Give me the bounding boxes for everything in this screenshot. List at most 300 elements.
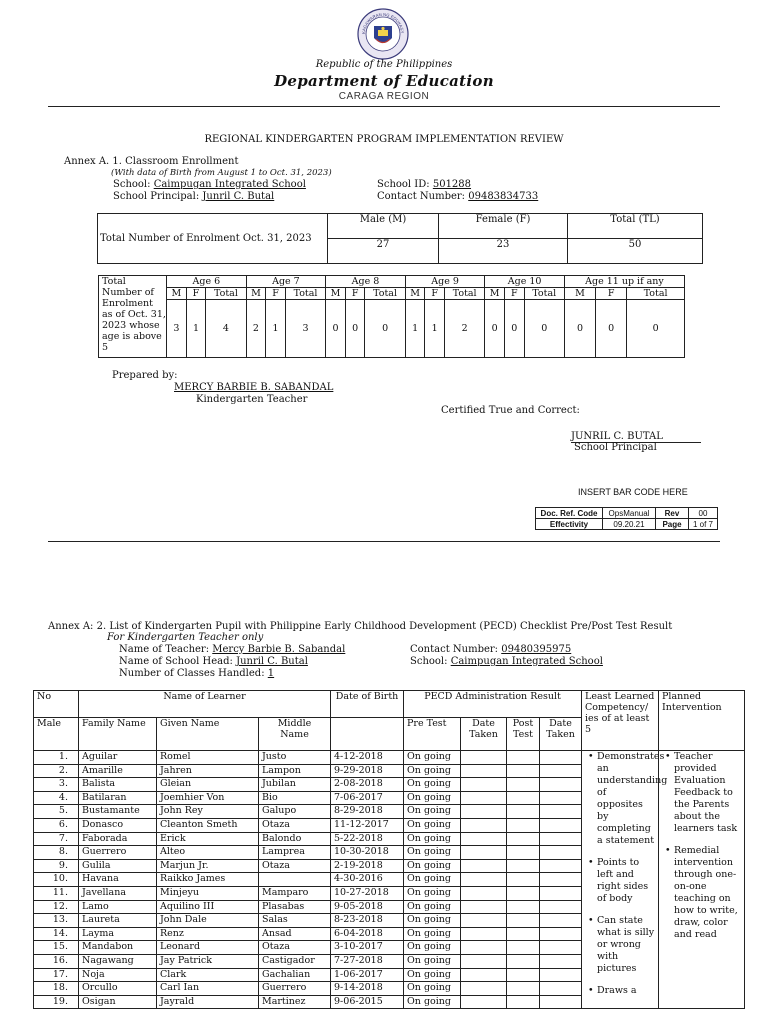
row-pre-test: On going bbox=[404, 886, 461, 900]
row-date-taken bbox=[461, 751, 507, 765]
least-competency-cell bbox=[582, 751, 668, 1009]
m-header: M bbox=[564, 288, 595, 300]
row-given-name: Leonard bbox=[157, 941, 259, 955]
row-pre-test: On going bbox=[404, 818, 461, 832]
row-date-taken bbox=[461, 764, 507, 778]
row-family-name: Orcullo bbox=[79, 982, 157, 996]
row-dob: 6-04-2018 bbox=[331, 927, 404, 941]
female-header: Female (F) bbox=[439, 214, 568, 239]
age8-f: 0 bbox=[345, 300, 365, 358]
school-label: School: bbox=[113, 179, 151, 190]
row-post-test bbox=[507, 954, 540, 968]
row-given-name: Minjeyu bbox=[157, 886, 259, 900]
row-middle-name: Plasabas bbox=[259, 900, 331, 914]
row-date-taken bbox=[461, 995, 507, 1009]
annex1-note: (With data of Birth from August 1 to Oct. 31, 2023) bbox=[111, 168, 332, 178]
row-date-taken bbox=[461, 968, 507, 982]
col-name: Name of Learner bbox=[79, 691, 331, 718]
row-date-taken-2 bbox=[540, 982, 582, 996]
contact-line bbox=[377, 191, 538, 202]
row-post-test bbox=[507, 805, 540, 819]
row-given-name: Renz bbox=[157, 927, 259, 941]
row-middle-name: Ansad bbox=[259, 927, 331, 941]
m-header: M bbox=[326, 288, 346, 300]
row-post-test bbox=[507, 927, 540, 941]
preparer-name: MERCY BARBIE B. SABANDAL bbox=[174, 382, 334, 393]
male-header: Male (M) bbox=[328, 214, 439, 239]
age8-m: 0 bbox=[326, 300, 346, 358]
row-given-name: Clark bbox=[157, 968, 259, 982]
row-dob: 9-05-2018 bbox=[331, 900, 404, 914]
row-date-taken-2 bbox=[540, 818, 582, 832]
row-pre-test: On going bbox=[404, 927, 461, 941]
total-header: Total bbox=[365, 288, 405, 300]
col-dob: Date of Birth bbox=[331, 691, 404, 718]
row-post-test bbox=[507, 764, 540, 778]
header-divider bbox=[48, 106, 720, 107]
row-pre-test: On going bbox=[404, 914, 461, 928]
row-middle-name: Otaza bbox=[259, 818, 331, 832]
row-given-name: Erick bbox=[157, 832, 259, 846]
annex1-heading: Annex A. 1. Classroom Enrollment bbox=[64, 156, 239, 167]
row-date-taken-2 bbox=[540, 941, 582, 955]
certifier-name: JUNRIL C. BUTAL bbox=[571, 431, 701, 443]
age9-total: 2 bbox=[445, 300, 485, 358]
row-date-taken-2 bbox=[540, 846, 582, 860]
col-no: No bbox=[34, 691, 79, 718]
row-family-name: Guerrero bbox=[79, 846, 157, 860]
row-dob: 2-19-2018 bbox=[331, 859, 404, 873]
classes-label: Number of Classes Handled: bbox=[119, 668, 265, 679]
age-group-header: Age 6 bbox=[167, 276, 247, 288]
row-middle-name: Balondo bbox=[259, 832, 331, 846]
f-header: F bbox=[186, 288, 206, 300]
row-middle-name: Gachalian bbox=[259, 968, 331, 982]
annex2-sub: For Kindergarten Teacher only bbox=[107, 632, 264, 643]
row-dob: 7-06-2017 bbox=[331, 791, 404, 805]
total-count: 50 bbox=[568, 239, 703, 264]
doc-ref-label: Doc. Ref. Code bbox=[536, 508, 603, 519]
teacher-contact-label: Contact Number: bbox=[410, 644, 499, 655]
row-middle-name: Martinez bbox=[259, 995, 331, 1009]
row-date-taken-2 bbox=[540, 886, 582, 900]
row-post-test bbox=[507, 914, 540, 928]
school-name: Caimpugan Integrated School bbox=[153, 179, 306, 190]
row-dob: 4-12-2018 bbox=[331, 751, 404, 765]
row-date-taken bbox=[461, 900, 507, 914]
row-given-name: Marjun Jr. bbox=[157, 859, 259, 873]
row-no: 19. bbox=[34, 995, 79, 1009]
row-given-name: Raikko James bbox=[157, 873, 259, 887]
row-family-name: Lamo bbox=[79, 900, 157, 914]
teacher-label: Name of Teacher: bbox=[119, 644, 210, 655]
age10-total: 0 bbox=[524, 300, 564, 358]
row-middle-name: Lamprea bbox=[259, 846, 331, 860]
row-no: 2. bbox=[34, 764, 79, 778]
total-header: Total bbox=[285, 288, 325, 300]
least-competency-item: • Draws a bbox=[597, 985, 655, 997]
row-date-taken bbox=[461, 982, 507, 996]
pupil-table bbox=[33, 690, 745, 1009]
age-group-header: Age 7 bbox=[246, 276, 326, 288]
row-middle-name: Castigador bbox=[259, 954, 331, 968]
annex2-school-name: Caimpugan Integrated School bbox=[450, 656, 603, 667]
region-label: CARAGA REGION bbox=[338, 91, 430, 102]
row-family-name: Batilaran bbox=[79, 791, 157, 805]
effectivity-label: Effectivity bbox=[536, 519, 603, 530]
row-pre-test: On going bbox=[404, 900, 461, 914]
row-post-test bbox=[507, 982, 540, 996]
col-least: Least Learned Competency/ ies of at least 5 bbox=[582, 691, 659, 751]
row-post-test bbox=[507, 859, 540, 873]
row-date-taken bbox=[461, 886, 507, 900]
rev-value: 00 bbox=[689, 508, 718, 519]
teacher-contact-value: 09480395975 bbox=[501, 644, 572, 655]
row-post-test bbox=[507, 873, 540, 887]
row-date-taken bbox=[461, 805, 507, 819]
row-pre-test: On going bbox=[404, 982, 461, 996]
annex2-heading: Annex A: 2. List of Kindergarten Pupil with Philippine Early Childhood Development (PECD) Checklist Pre/Post Test Result bbox=[48, 621, 673, 632]
row-date-taken-2 bbox=[540, 805, 582, 819]
age10-m: 0 bbox=[485, 300, 505, 358]
row-dob: 9-14-2018 bbox=[331, 982, 404, 996]
row-pre-test: On going bbox=[404, 778, 461, 792]
row-middle-name: Lampon bbox=[259, 764, 331, 778]
row-family-name: Javellana bbox=[79, 886, 157, 900]
row-date-taken-2 bbox=[540, 791, 582, 805]
age-row-label: Total Number of Enrolment as of Oct. 31, 2023 whose age is above 5 bbox=[99, 276, 167, 358]
row-given-name: John Dale bbox=[157, 914, 259, 928]
age6-f: 1 bbox=[186, 300, 206, 358]
row-family-name: Noja bbox=[79, 968, 157, 982]
row-date-taken-2 bbox=[540, 995, 582, 1009]
contact-value: 09483834733 bbox=[468, 191, 539, 202]
row-dob: 9-29-2018 bbox=[331, 764, 404, 778]
row-middle-name: Justo bbox=[259, 751, 331, 765]
row-dob: 5-22-2018 bbox=[331, 832, 404, 846]
age11-total: 0 bbox=[627, 300, 685, 358]
row-middle-name: Salas bbox=[259, 914, 331, 928]
row-given-name: Cleanton Smeth bbox=[157, 818, 259, 832]
row-date-taken-2 bbox=[540, 873, 582, 887]
male-count: 27 bbox=[328, 239, 439, 264]
f-header: F bbox=[504, 288, 524, 300]
row-given-name: Alteo bbox=[157, 846, 259, 860]
school-id-label: School ID: bbox=[377, 179, 430, 190]
row-dob: 7-27-2018 bbox=[331, 954, 404, 968]
row-given-name: Jay Patrick bbox=[157, 954, 259, 968]
row-family-name: Nagawang bbox=[79, 954, 157, 968]
col-pre: Pre Test bbox=[404, 718, 461, 751]
row-pre-test: On going bbox=[404, 791, 461, 805]
enrolment-row-label: Total Number of Enrolment Oct. 31, 2023 bbox=[98, 214, 328, 264]
age9-f: 1 bbox=[425, 300, 445, 358]
deped-seal bbox=[357, 8, 409, 60]
school-line bbox=[113, 179, 306, 190]
row-date-taken-2 bbox=[540, 751, 582, 765]
row-post-test bbox=[507, 751, 540, 765]
row-no: 4. bbox=[34, 791, 79, 805]
row-family-name: Laureta bbox=[79, 914, 157, 928]
row-date-taken bbox=[461, 927, 507, 941]
age7-f: 1 bbox=[266, 300, 286, 358]
col-planned: Planned Intervention bbox=[659, 691, 745, 751]
row-middle-name: Bio bbox=[259, 791, 331, 805]
classes-value: 1 bbox=[267, 668, 275, 679]
preparer-title: Kindergarten Teacher bbox=[196, 394, 308, 405]
age11-m: 0 bbox=[564, 300, 595, 358]
m-header: M bbox=[485, 288, 505, 300]
row-middle-name: Mamparo bbox=[259, 886, 331, 900]
row-date-taken-2 bbox=[540, 832, 582, 846]
row-family-name: Aguilar bbox=[79, 751, 157, 765]
row-family-name: Layma bbox=[79, 927, 157, 941]
teacher-name: Mercy Barbie B. Sabandal bbox=[212, 644, 346, 655]
row-no: 7. bbox=[34, 832, 79, 846]
age11-f: 0 bbox=[596, 300, 627, 358]
row-post-test bbox=[507, 941, 540, 955]
age-table bbox=[98, 275, 685, 358]
row-date-taken bbox=[461, 818, 507, 832]
row-no: 12. bbox=[34, 900, 79, 914]
f-header: F bbox=[425, 288, 445, 300]
age9-m: 1 bbox=[405, 300, 425, 358]
row-given-name: John Rey bbox=[157, 805, 259, 819]
col-dob-blank bbox=[331, 718, 404, 751]
school-head-name: Junril C. Butal bbox=[236, 656, 308, 667]
republic-label: Republic of the Philippines bbox=[315, 59, 453, 70]
doc-ref-value: OpsManual bbox=[603, 508, 656, 519]
row-middle-name: Guerrero bbox=[259, 982, 331, 996]
row-middle-name: Otaza bbox=[259, 859, 331, 873]
row-pre-test: On going bbox=[404, 968, 461, 982]
female-count: 23 bbox=[439, 239, 568, 264]
row-post-test bbox=[507, 818, 540, 832]
certifier-title: School Principal bbox=[574, 442, 657, 453]
row-date-taken bbox=[461, 846, 507, 860]
row-family-name: Faborada bbox=[79, 832, 157, 846]
age-group-header: Age 10 bbox=[485, 276, 565, 288]
col-date-taken-2: Date Taken bbox=[540, 718, 582, 751]
row-date-taken bbox=[461, 859, 507, 873]
row-given-name: Gleian bbox=[157, 778, 259, 792]
least-competency-item: • Points to left and right sides of body bbox=[597, 857, 655, 905]
certified-label: Certified True and Correct: bbox=[441, 405, 580, 416]
total-header: Total (TL) bbox=[568, 214, 703, 239]
row-date-taken-2 bbox=[540, 859, 582, 873]
school-head-line bbox=[119, 656, 308, 667]
school-head-label: Name of School Head: bbox=[119, 656, 233, 667]
row-date-taken-2 bbox=[540, 900, 582, 914]
row-date-taken-2 bbox=[540, 968, 582, 982]
row-date-taken bbox=[461, 778, 507, 792]
row-pre-test: On going bbox=[404, 846, 461, 860]
row-no: 13. bbox=[34, 914, 79, 928]
age6-m: 3 bbox=[167, 300, 187, 358]
age8-total: 0 bbox=[365, 300, 405, 358]
col-pecd: PECD Administration Result bbox=[404, 691, 582, 718]
table-row bbox=[34, 751, 745, 765]
page-divider bbox=[48, 541, 720, 542]
row-date-taken bbox=[461, 873, 507, 887]
row-middle-name: Galupo bbox=[259, 805, 331, 819]
row-given-name: Jayrald bbox=[157, 995, 259, 1009]
annex2-school-line bbox=[410, 656, 603, 667]
doc-ref-table bbox=[535, 507, 718, 530]
row-pre-test: On going bbox=[404, 873, 461, 887]
row-middle-name bbox=[259, 873, 331, 887]
row-dob: 1-06-2017 bbox=[331, 968, 404, 982]
rev-label: Rev bbox=[656, 508, 689, 519]
col-family: Family Name bbox=[79, 718, 157, 751]
row-no: 11. bbox=[34, 886, 79, 900]
row-family-name: Amarille bbox=[79, 764, 157, 778]
row-no: 16. bbox=[34, 954, 79, 968]
annex2-school-label: School: bbox=[410, 656, 448, 667]
planned-intervention-item: • Remedial intervention through one-on-one teaching on how to write, draw, color and read bbox=[674, 845, 741, 941]
row-post-test bbox=[507, 968, 540, 982]
row-date-taken bbox=[461, 832, 507, 846]
prepared-by-label: Prepared by: bbox=[112, 370, 178, 381]
row-date-taken-2 bbox=[540, 927, 582, 941]
row-middle-name: Jubilan bbox=[259, 778, 331, 792]
age-values-row bbox=[99, 300, 685, 358]
row-dob: 2-08-2018 bbox=[331, 778, 404, 792]
row-pre-test: On going bbox=[404, 764, 461, 778]
row-date-taken bbox=[461, 914, 507, 928]
teacher-contact-line bbox=[410, 644, 571, 655]
effectivity-value: 09.20.21 bbox=[603, 519, 656, 530]
row-given-name: Carl Ian bbox=[157, 982, 259, 996]
row-dob: 8-29-2018 bbox=[331, 805, 404, 819]
contact-label: Contact Number: bbox=[377, 191, 466, 202]
m-header: M bbox=[246, 288, 266, 300]
least-competency-item: • Demonstrates an understanding of opposites by completing a statement bbox=[597, 751, 655, 847]
col-middle: Middle Name bbox=[259, 718, 331, 751]
page-value: 1 of 7 bbox=[689, 519, 718, 530]
row-pre-test: On going bbox=[404, 954, 461, 968]
age-group-header: Age 9 bbox=[405, 276, 485, 288]
department-title: Department of Education bbox=[274, 72, 494, 90]
row-date-taken-2 bbox=[540, 778, 582, 792]
planned-intervention-item: • Teacher provided Evaluation Feedback to the Parents about the learners task bbox=[674, 751, 741, 835]
row-date-taken-2 bbox=[540, 954, 582, 968]
row-family-name: Balista bbox=[79, 778, 157, 792]
row-family-name: Osigan bbox=[79, 995, 157, 1009]
row-no: 6. bbox=[34, 818, 79, 832]
planned-intervention-cell bbox=[659, 751, 745, 1009]
row-dob: 10-30-2018 bbox=[331, 846, 404, 860]
row-family-name: Havana bbox=[79, 873, 157, 887]
row-no: 5. bbox=[34, 805, 79, 819]
total-header: Total bbox=[524, 288, 564, 300]
row-no: 10. bbox=[34, 873, 79, 887]
row-date-taken bbox=[461, 954, 507, 968]
principal-label: School Principal: bbox=[113, 191, 200, 202]
seal-lettering: KAGAWARAN NG EDUKASY bbox=[360, 11, 406, 35]
row-pre-test: On going bbox=[404, 941, 461, 955]
document-title: REGIONAL KINDERGARTEN PROGRAM IMPLEMENTATION REVIEW bbox=[204, 134, 564, 145]
row-no: 17. bbox=[34, 968, 79, 982]
f-header: F bbox=[345, 288, 365, 300]
age-group-header: Age 11 up if any bbox=[564, 276, 684, 288]
principal-name: Junril C. Butal bbox=[202, 191, 275, 202]
row-no: 1. bbox=[34, 751, 79, 765]
row-family-name: Donasco bbox=[79, 818, 157, 832]
row-post-test bbox=[507, 995, 540, 1009]
row-post-test bbox=[507, 791, 540, 805]
age7-m: 2 bbox=[246, 300, 266, 358]
row-pre-test: On going bbox=[404, 805, 461, 819]
col-given: Given Name bbox=[157, 718, 259, 751]
age-group-header: Age 8 bbox=[326, 276, 406, 288]
row-no: 14. bbox=[34, 927, 79, 941]
row-middle-name: Otaza bbox=[259, 941, 331, 955]
principal-line bbox=[113, 191, 274, 202]
total-header: Total bbox=[445, 288, 485, 300]
age10-f: 0 bbox=[504, 300, 524, 358]
row-pre-test: On going bbox=[404, 832, 461, 846]
page-label: Page bbox=[656, 519, 689, 530]
row-given-name: Romel bbox=[157, 751, 259, 765]
col-date-taken: Date Taken bbox=[461, 718, 507, 751]
row-family-name: Bustamante bbox=[79, 805, 157, 819]
least-competency-item: • Can state what is silly or wrong with pictures bbox=[597, 915, 655, 975]
total-header: Total bbox=[627, 288, 685, 300]
row-date-taken bbox=[461, 941, 507, 955]
row-dob: 3-10-2017 bbox=[331, 941, 404, 955]
row-family-name: Mandabon bbox=[79, 941, 157, 955]
row-no: 9. bbox=[34, 859, 79, 873]
teacher-line bbox=[119, 644, 345, 655]
row-dob: 11-12-2017 bbox=[331, 818, 404, 832]
row-post-test bbox=[507, 846, 540, 860]
row-dob: 10-27-2018 bbox=[331, 886, 404, 900]
row-no: 3. bbox=[34, 778, 79, 792]
row-given-name: Jahren bbox=[157, 764, 259, 778]
school-id-value: 501288 bbox=[432, 179, 472, 190]
age-sub-header-row bbox=[99, 288, 685, 300]
row-no: 8. bbox=[34, 846, 79, 860]
row-pre-test: On going bbox=[404, 859, 461, 873]
row-post-test bbox=[507, 900, 540, 914]
row-given-name: Aquilino III bbox=[157, 900, 259, 914]
row-given-name: Joemhier Von bbox=[157, 791, 259, 805]
barcode-placeholder: INSERT BAR CODE HERE bbox=[578, 487, 688, 497]
school-id-line bbox=[377, 179, 471, 190]
row-date-taken-2 bbox=[540, 914, 582, 928]
row-no: 15. bbox=[34, 941, 79, 955]
m-header: M bbox=[167, 288, 187, 300]
row-date-taken bbox=[461, 791, 507, 805]
row-family-name: Gulila bbox=[79, 859, 157, 873]
classes-line bbox=[119, 668, 274, 679]
row-post-test bbox=[507, 778, 540, 792]
row-pre-test: On going bbox=[404, 995, 461, 1009]
row-no: 18. bbox=[34, 982, 79, 996]
row-dob: 8-23-2018 bbox=[331, 914, 404, 928]
row-post-test bbox=[507, 832, 540, 846]
col-post: Post Test bbox=[507, 718, 540, 751]
age6-total: 4 bbox=[206, 300, 246, 358]
age7-total: 3 bbox=[285, 300, 325, 358]
row-post-test bbox=[507, 886, 540, 900]
enrolment-table bbox=[97, 213, 703, 264]
row-pre-test: On going bbox=[404, 751, 461, 765]
row-date-taken-2 bbox=[540, 764, 582, 778]
total-header: Total bbox=[206, 288, 246, 300]
row-dob: 9-06-2015 bbox=[331, 995, 404, 1009]
